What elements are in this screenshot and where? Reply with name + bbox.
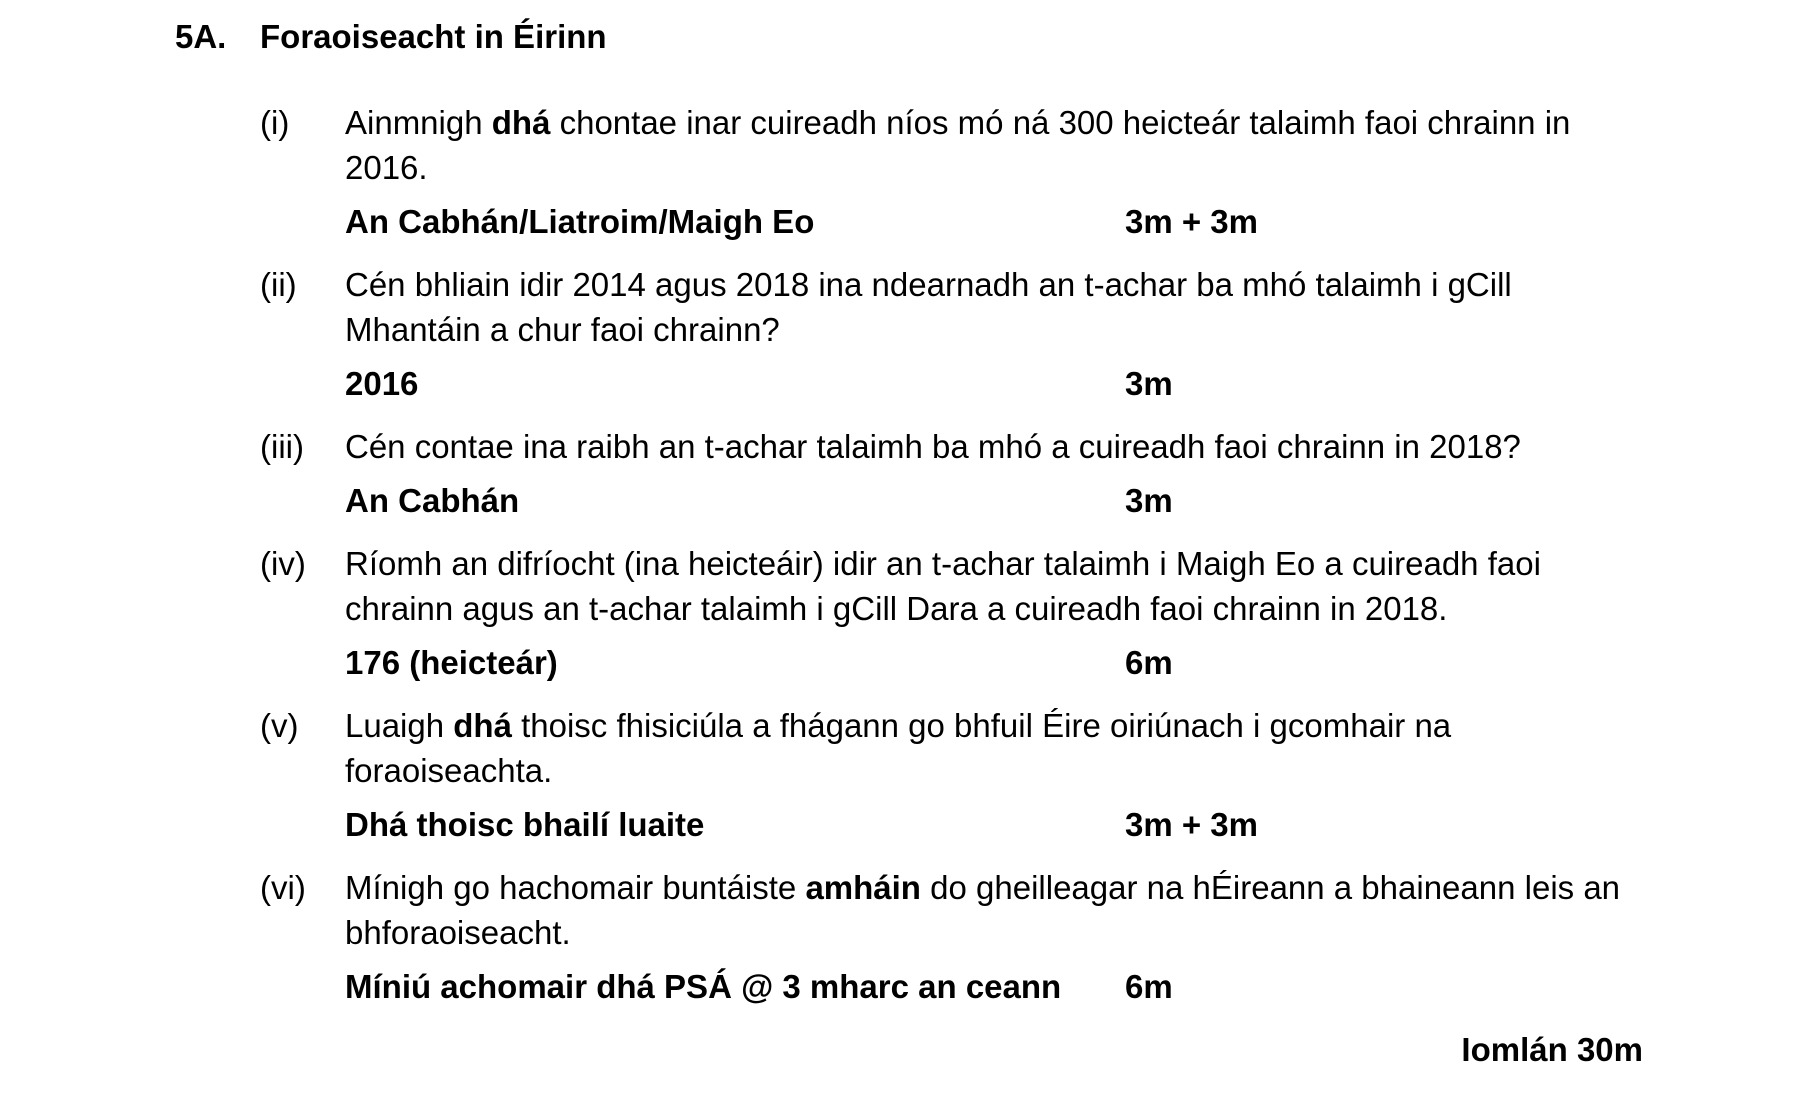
answer-text: 176 (heicteár) bbox=[345, 644, 558, 681]
question-text bbox=[345, 541, 1541, 631]
answer-row bbox=[345, 361, 1818, 406]
question-block bbox=[260, 262, 1818, 406]
answer-text: 2016 bbox=[345, 365, 419, 402]
question-block bbox=[260, 100, 1818, 244]
question-text bbox=[345, 703, 1451, 793]
question-text-segment: Cén bhliain idir 2014 agus 2018 ina ndearnadh an t-achar ba mhó talaimh i gCill bbox=[345, 266, 1512, 303]
answer-text: An Cabhán/Liatroim/Maigh Eo bbox=[345, 203, 815, 240]
marks-label: 3m + 3m bbox=[1125, 203, 1258, 240]
question-text-segment: Luaigh bbox=[345, 707, 454, 744]
question-text-segment: Cén contae ina raibh an t-achar talaimh ba mhó a cuireadh faoi chrainn in 2018? bbox=[345, 428, 1521, 465]
question-numeral: (iii) bbox=[260, 428, 304, 465]
question-text-emphasis: dhá bbox=[491, 104, 551, 141]
question-text-segment: chrainn agus an t-achar talaimh i gCill Dara a cuireadh faoi chrainn in 2018. bbox=[345, 590, 1448, 627]
marks-label: 3m bbox=[1125, 365, 1173, 402]
question-text-segment: thoisc fhisiciúla a fhágann go bhfuil Éire oiriúnach i gcomhair na bbox=[511, 707, 1452, 744]
question-row bbox=[260, 703, 1818, 793]
question-text-segment: foraoiseachta. bbox=[345, 752, 553, 789]
question-numeral: (v) bbox=[260, 707, 299, 744]
marks-label: 6m bbox=[1125, 644, 1173, 681]
question-row bbox=[260, 424, 1818, 469]
answer-text: Míniú achomair dhá PSÁ @ 3 mharc an ceann bbox=[345, 968, 1062, 1005]
question-block bbox=[260, 424, 1818, 523]
question-text-segment: Mínigh go hachomair buntáiste bbox=[345, 869, 806, 906]
question-numeral: (vi) bbox=[260, 869, 306, 906]
answer-row bbox=[345, 640, 1818, 685]
marks-label: 3m + 3m bbox=[1125, 806, 1258, 843]
question-text-segment: Ainmnigh bbox=[345, 104, 492, 141]
total-marks-label: Iomlán 30m bbox=[1461, 1031, 1643, 1068]
answer-row bbox=[345, 478, 1818, 523]
questions-list bbox=[260, 100, 1818, 1009]
question-row bbox=[260, 100, 1818, 190]
question-numeral: (ii) bbox=[260, 266, 297, 303]
question-block bbox=[260, 865, 1818, 1009]
question-block bbox=[260, 703, 1818, 847]
section-heading bbox=[175, 14, 1818, 59]
answer-text: Dhá thoisc bhailí luaite bbox=[345, 806, 705, 843]
answer-row bbox=[345, 802, 1818, 847]
question-text-segment: Ríomh an difríocht (ina heicteáir) idir an t-achar talaimh i Maigh Eo a cuireadh faoi bbox=[345, 545, 1541, 582]
question-row bbox=[260, 262, 1818, 352]
question-text-segment: 2016. bbox=[345, 149, 428, 186]
question-row bbox=[260, 865, 1818, 955]
question-numeral: (iv) bbox=[260, 545, 306, 582]
question-text-emphasis: amháin bbox=[805, 869, 921, 906]
section-title: Foraoiseacht in Éirinn bbox=[260, 18, 607, 55]
question-block bbox=[260, 541, 1818, 685]
question-text-segment: Mhantáin a chur faoi chrainn? bbox=[345, 311, 780, 348]
question-text-emphasis: dhá bbox=[453, 707, 512, 744]
marks-label: 3m bbox=[1125, 482, 1173, 519]
question-row bbox=[260, 541, 1818, 631]
question-text-segment: bhforaoiseacht. bbox=[345, 914, 571, 951]
question-text bbox=[345, 262, 1512, 352]
section-number: 5A. bbox=[175, 18, 227, 55]
question-numeral: (i) bbox=[260, 104, 290, 141]
answer-text: An Cabhán bbox=[345, 482, 520, 519]
answer-row bbox=[345, 199, 1818, 244]
question-text bbox=[345, 100, 1570, 190]
question-text-segment: do gheilleagar na hÉireann a bhaineann leis an bbox=[920, 869, 1621, 906]
answer-row bbox=[345, 964, 1818, 1009]
question-text bbox=[345, 424, 1521, 469]
marks-label: 6m bbox=[1125, 968, 1173, 1005]
question-text bbox=[345, 865, 1620, 955]
question-text-segment: chontae inar cuireadh níos mó ná 300 heicteár talaimh faoi chrainn in bbox=[550, 104, 1571, 141]
